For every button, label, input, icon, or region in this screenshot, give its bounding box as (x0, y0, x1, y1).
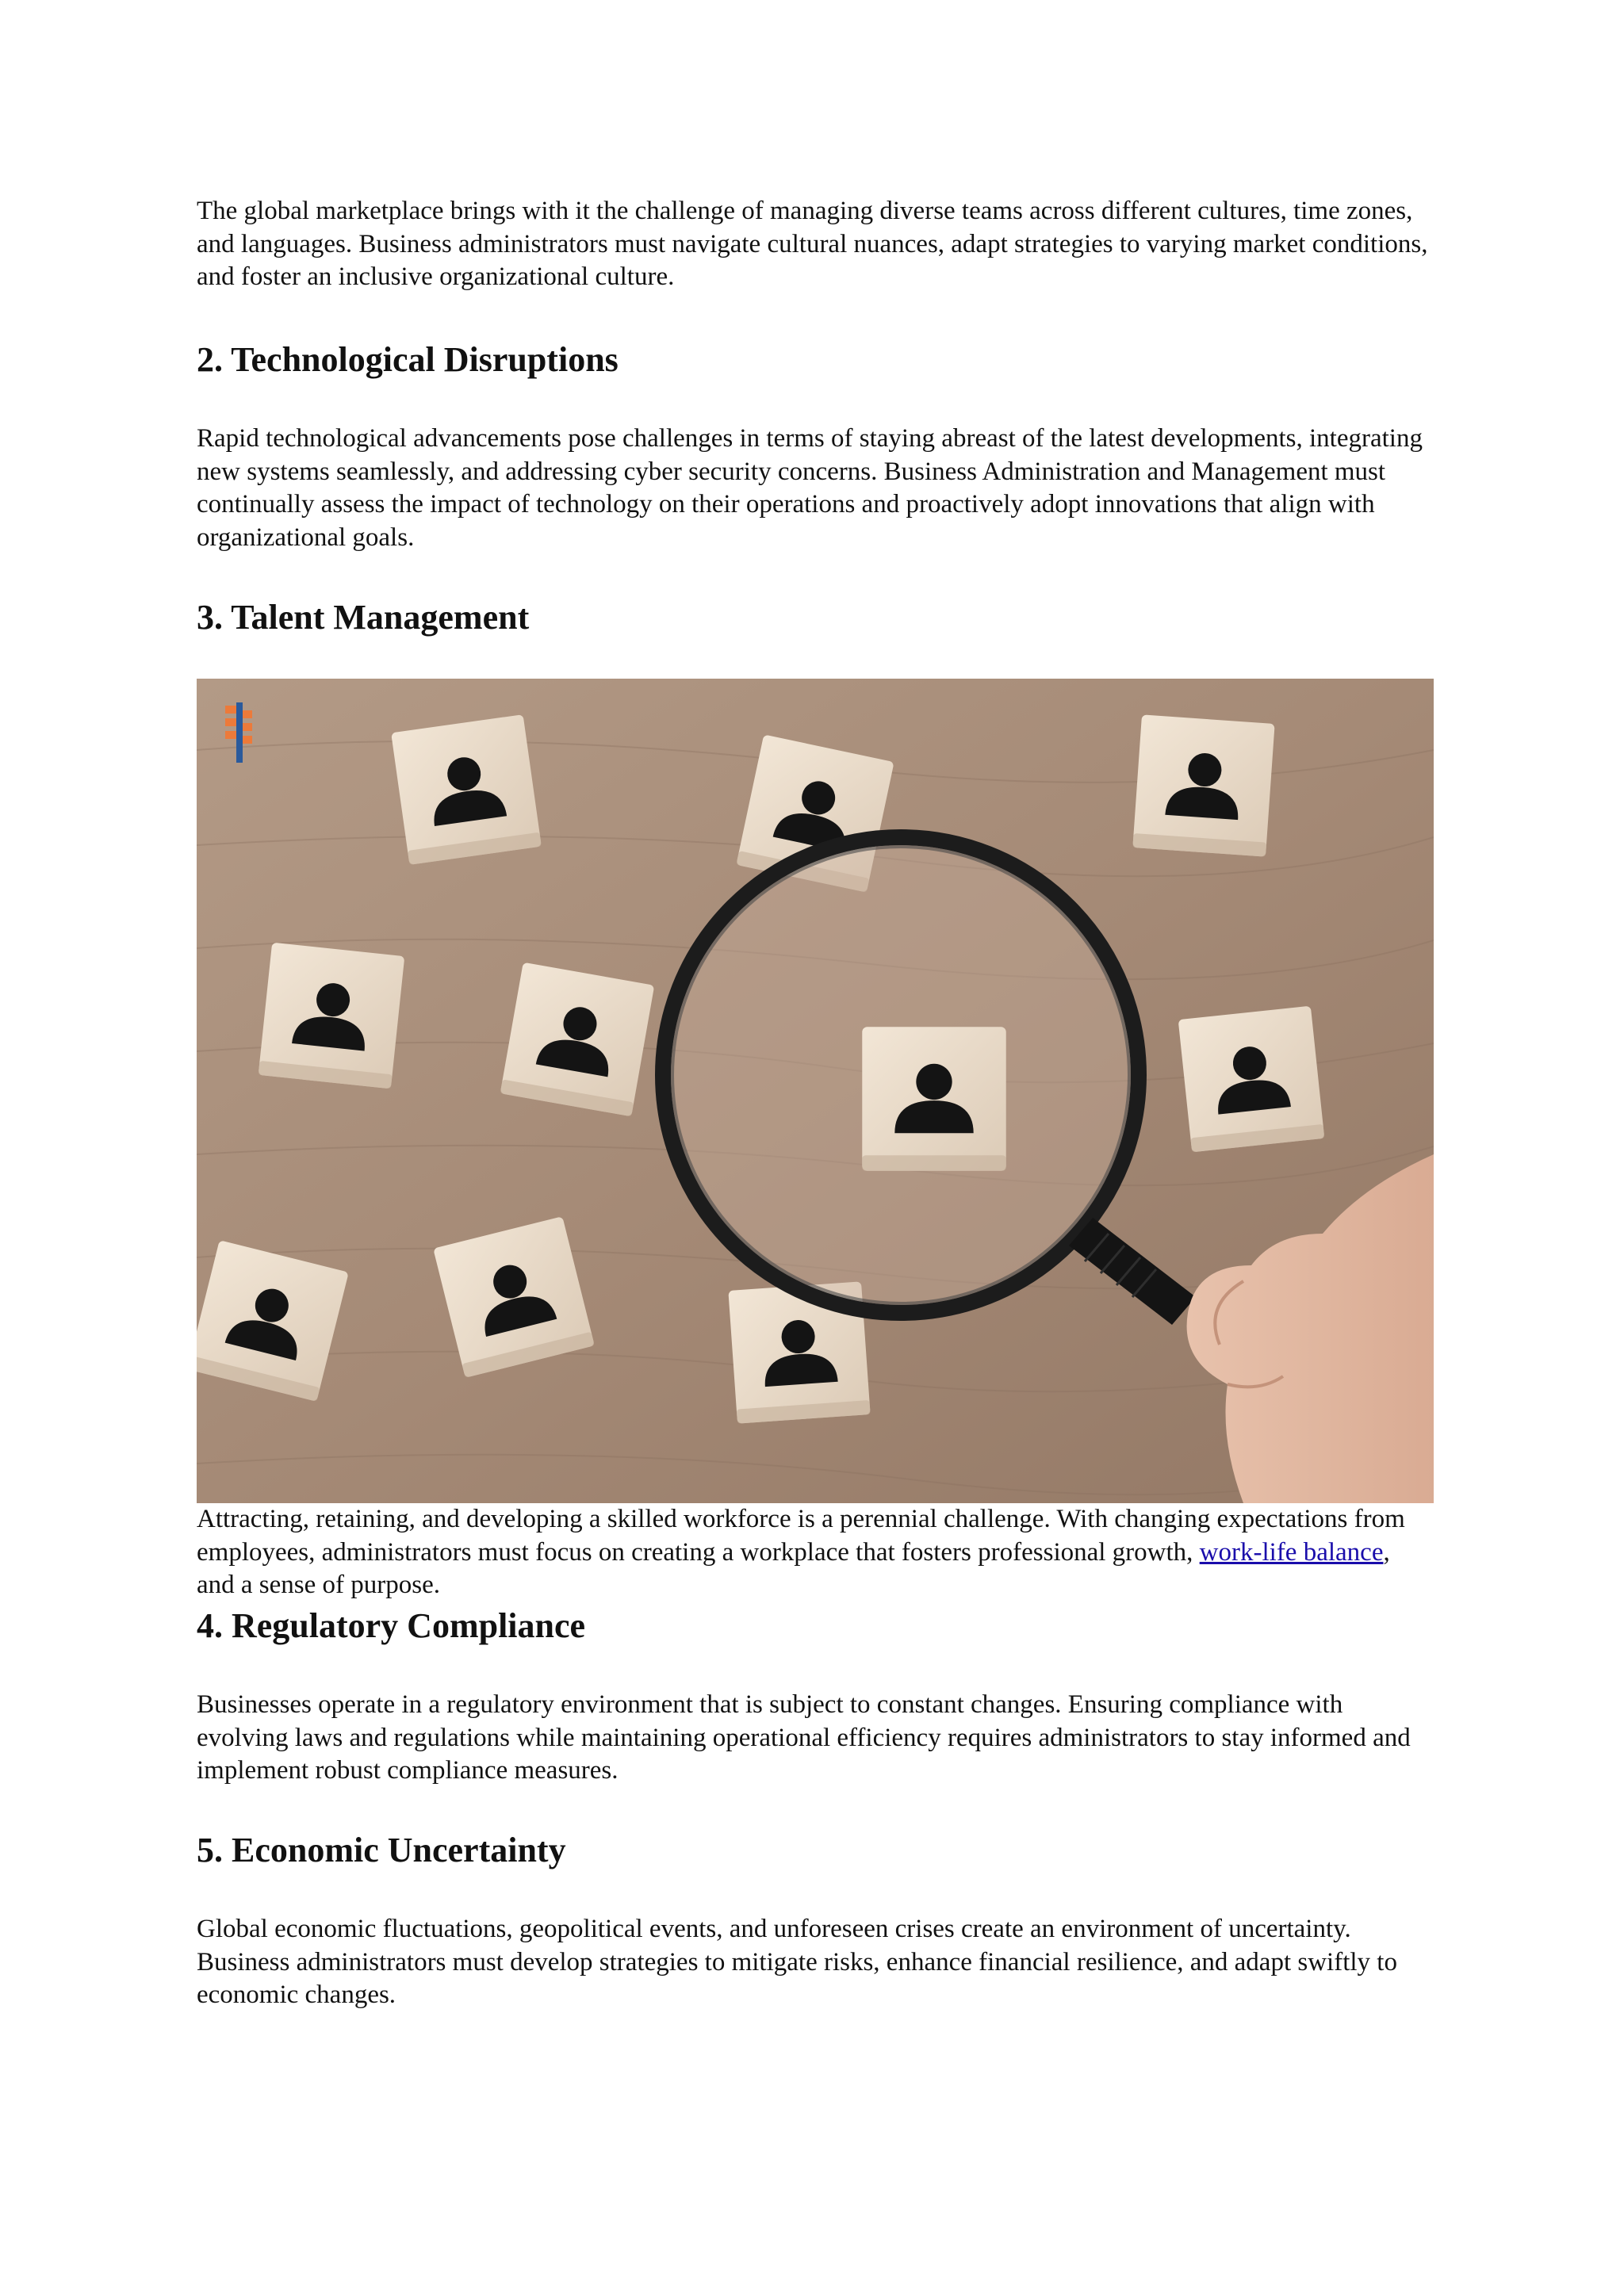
heading-talent-management: 3. Talent Management (197, 598, 530, 637)
person-icon (259, 943, 405, 1089)
person-icon (500, 962, 655, 1117)
heading-economic-uncertainty: 5. Economic Uncertainty (197, 1831, 566, 1869)
person-icon (391, 714, 542, 865)
paragraph-regulatory-compliance: Businesses operate in a regulatory environment that is subject to constant changes. Ensuring compliance with evolving laws and regulations while maintaining operational efficiency requires administrators to stay informed and implement robust compliance measures. (197, 1690, 1411, 1785)
paragraph-economic-uncertainty: Global economic fluctuations, geopolitical events, and unforeseen crises create an environment of uncertainty. Business administrators must develop strategies to mitigate risks, enhance financial resilience, and adapt swiftly to economic changes. (197, 1915, 1397, 2009)
heading-regulatory-compliance: 4. Regulatory Compliance (197, 1606, 586, 1645)
paragraph-technological-disruptions: Rapid technological advancements pose challenges in terms of staying abreast of the latest developments, integrating new systems seamlessly, and addressing cyber security concerns. Business Administration and Management must continually assess the impact of technology on their operations and proactively adopt innovations that align with organizational goals. (197, 424, 1423, 552)
heading-technological-disruptions: 2. Technological Disruptions (197, 340, 619, 379)
talent-text-after-link: , and a sense of purpose. (197, 1537, 1390, 1599)
person-icon (1178, 1006, 1325, 1153)
talent-text-before-link: Attracting, retaining, and developing a skilled workforce is a perennial challenge. With changing expectations from employees, administrators must focus on creating a workplace that fosters professional growth, (197, 1505, 1405, 1567)
intro-paragraph: The global marketplace brings with it the challenge of managing diverse teams across different cultures, time zones, and languages. Business administrators must navigate cultural nuances, adapt strategies to varying market conditions, and foster an inclusive organizational culture. (197, 197, 1428, 291)
paragraph-talent-management (197, 1503, 1434, 1602)
person-icon (1132, 714, 1274, 856)
work-life-balance-link[interactable]: work-life balance (1199, 1537, 1384, 1567)
talent-management-photo (197, 679, 1434, 1503)
